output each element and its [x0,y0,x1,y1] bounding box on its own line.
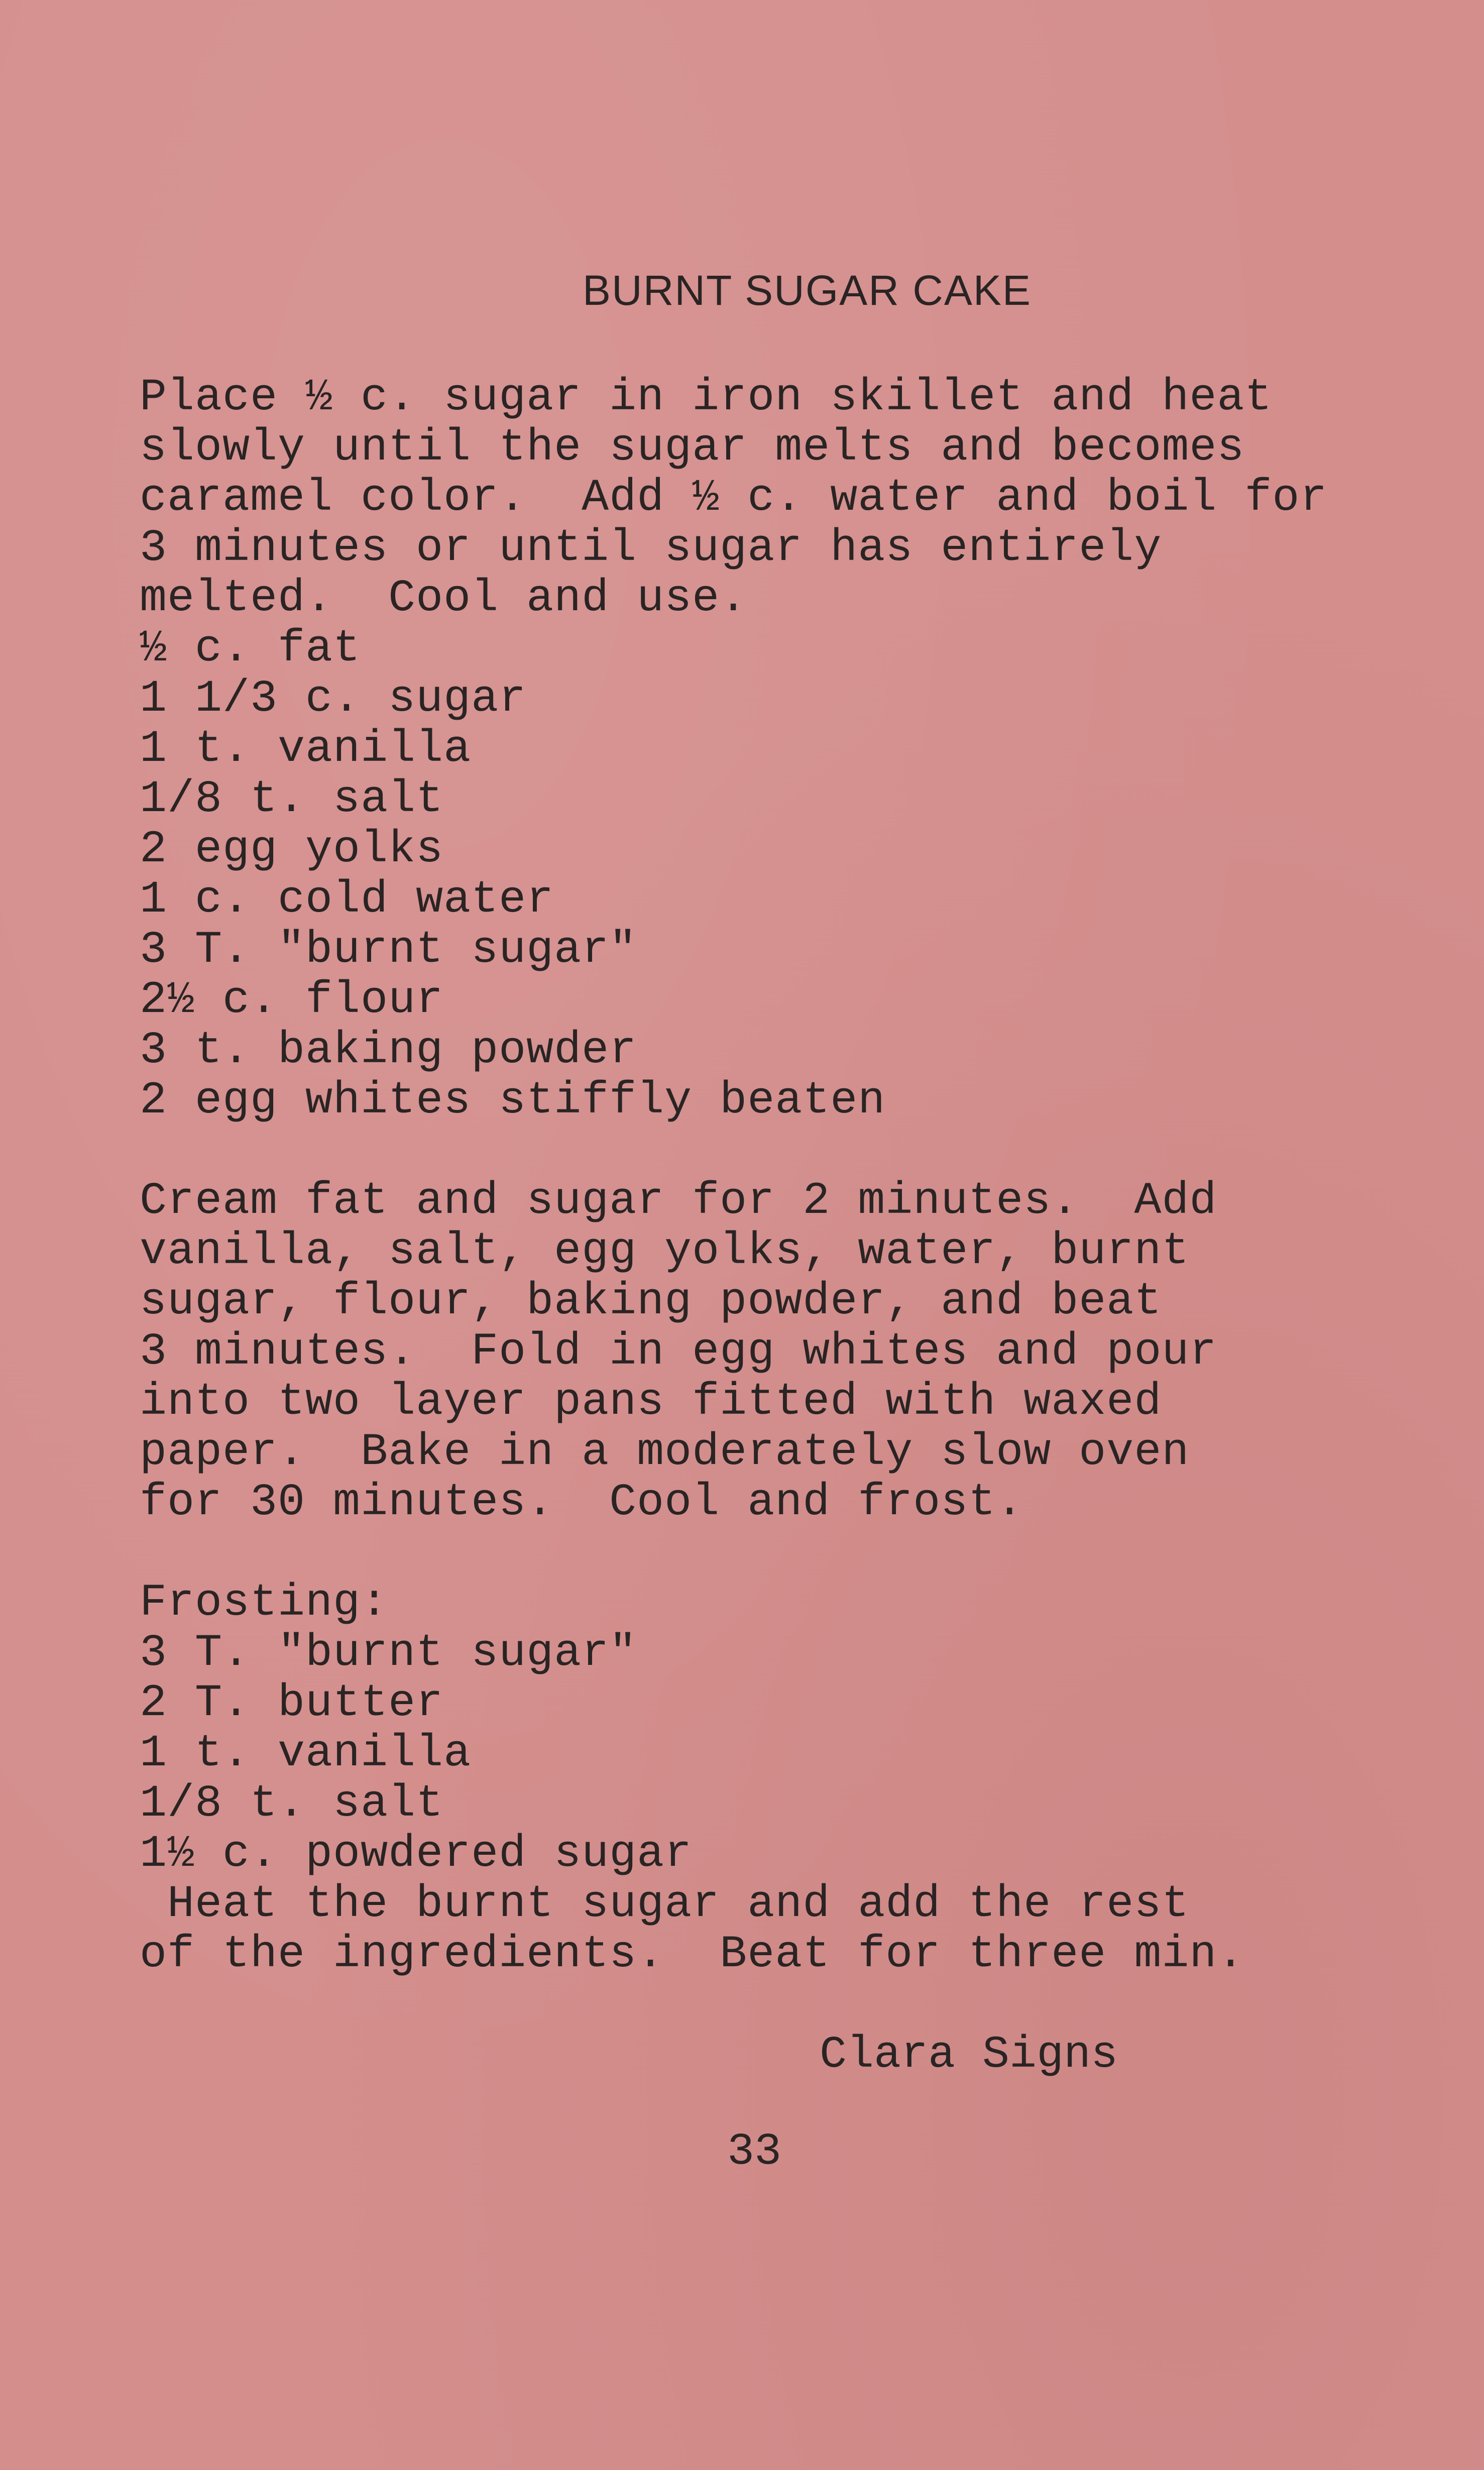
method-line: 3 minutes. Fold in egg whites and pour [140,1326,1217,1378]
intro-line: caramel color. Add ½ c. water and boil for [140,473,1328,524]
intro-paragraph [140,373,1327,624]
intro-line: slowly until the sugar melts and becomes [140,422,1245,474]
method-line: into two layer pans fitted with waxed [140,1377,1162,1428]
ingredient-item: 1 1/3 c. sugar [140,673,527,725]
signature: Clara Signs [820,2030,1118,2081]
ingredient-list [140,624,885,1126]
intro-line: 3 minutes or until sugar has entirely [140,523,1162,574]
ingredient-item: 3 t. baking powder [140,1025,637,1076]
frosting-method-line: Heat the burnt sugar and add the rest [140,1879,1190,1930]
frosting-ingredient-item: 1/8 t. salt [140,1778,444,1830]
frosting-ingredient-item: 2 T. butter [140,1678,444,1729]
ingredient-item: ½ c. fat [140,623,361,675]
frosting-ingredient-list [140,1628,692,1879]
ingredient-item: 1/8 t. salt [140,774,444,825]
method-line: paper. Bake in a moderately slow oven [140,1427,1190,1478]
recipe-title: BURNT SUGAR CAKE [583,267,1032,314]
frosting-section [140,1578,388,1628]
method-line: sugar, flour, baking powder, and beat [140,1276,1162,1327]
method-line: Cream fat and sugar for 2 minutes. Add [140,1176,1217,1227]
frosting-heading: Frosting: [140,1578,389,1629]
method-line: vanilla, salt, egg yolks, water, burnt [140,1226,1190,1277]
frosting-ingredient-item: 1½ c. powdered sugar [140,1829,693,1880]
ingredient-item: 1 c. cold water [140,874,554,926]
ingredient-item: 1 t. vanilla [140,724,472,775]
intro-line: Place ½ c. sugar in iron skillet and heat [140,372,1273,423]
ingredient-item: 2½ c. flour [140,975,444,1026]
ingredient-item: 2 egg whites stiffly beaten [140,1075,886,1127]
frosting-ingredient-item: 1 t. vanilla [140,1728,472,1779]
frosting-method-line: of the ingredients. Beat for three min. [140,1929,1245,1980]
method-paragraph [140,1176,1217,1528]
method-line: for 30 minutes. Cool and frost. [140,1477,1024,1528]
ingredient-item: 3 T. "burnt sugar" [140,925,637,976]
frosting-ingredient-item: 3 T. "burnt sugar" [140,1628,637,1679]
intro-line: melted. Cool and use. [140,573,748,624]
page-number: 33 [727,2126,782,2178]
ingredient-item: 2 egg yolks [140,824,444,875]
frosting-method-paragraph [140,1879,1244,1980]
